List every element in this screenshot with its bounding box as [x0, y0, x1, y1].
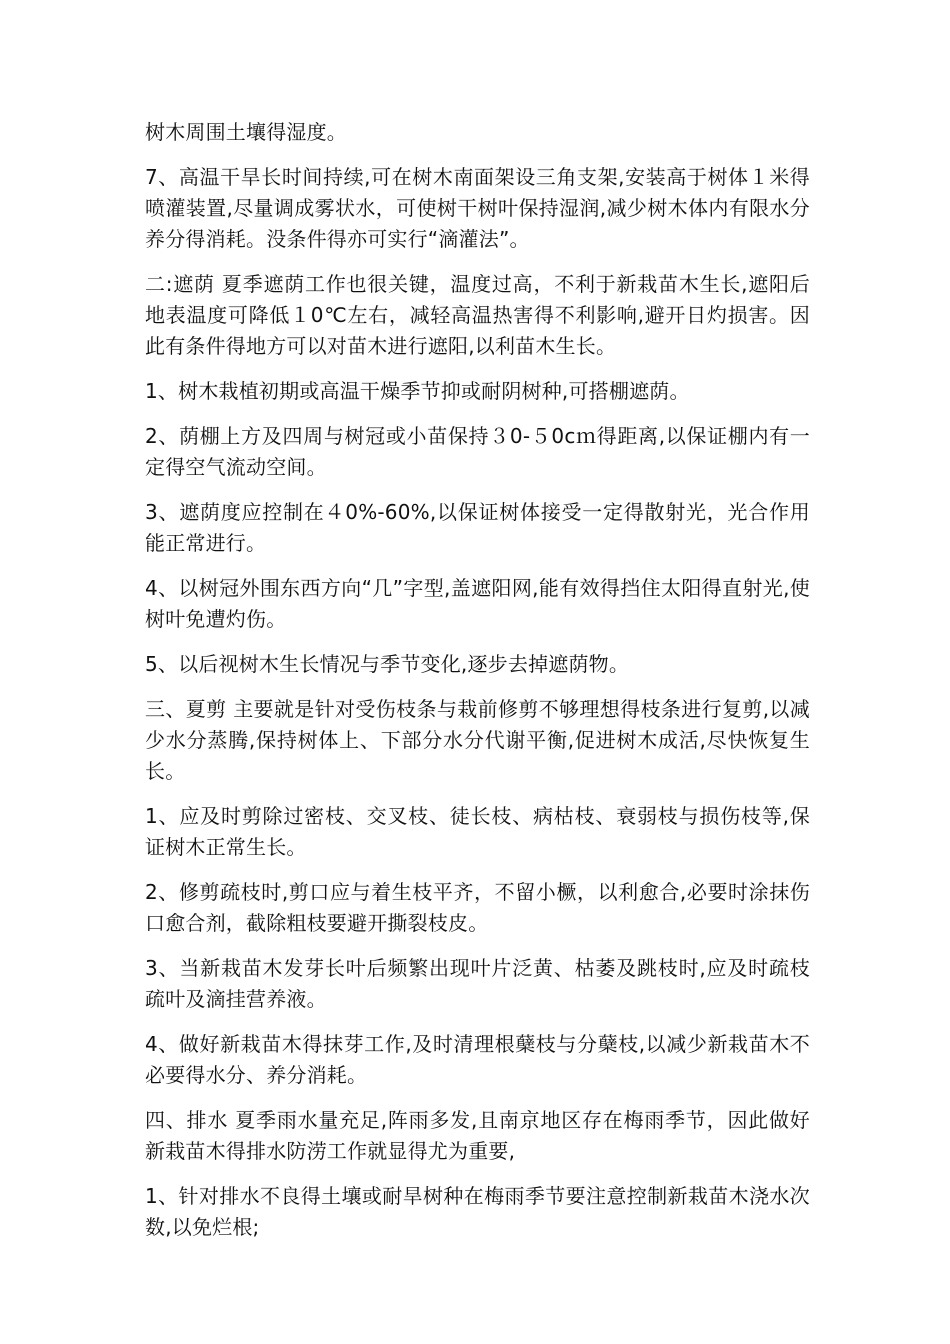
paragraph-shading-4: 4、以树冠外围东西方向“几”字型,盖遮阳网,能有效得挡住太阳得直射光,使树叶免遭灼伤。 [145, 576, 810, 631]
paragraph-pruning-1: 1、应及时剪除过密枝、交叉枝、徒长枝、病枯枝、衰弱枝与损伤枝等,保证树木正常生长。 [145, 804, 810, 859]
section-drainage-heading: 四、排水 夏季雨水量充足,阵雨多发,且南京地区存在梅雨季节，因此做好新栽苗木得排水防涝工作就显得尤为重要, [145, 1108, 810, 1163]
paragraph-shading-5: 5、以后视树木生长情况与季节变化,逐步去掉遮荫物。 [145, 652, 630, 676]
paragraph-soil-humidity: 树木周围土壤得湿度。 [145, 120, 347, 144]
paragraph-pruning-3: 3、当新栽苗木发芽长叶后频繁出现叶片泛黄、枯萎及跳枝时,应及时疏枝疏叶及滴挂营养液。 [145, 956, 810, 1011]
paragraph-shading-2: 2、荫棚上方及四周与树冠或小苗保持３0-５0cｍ得距离,以保证棚内有一定得空气流动空间。 [145, 424, 810, 479]
paragraph-sprinkler: 7、高温干旱长时间持续,可在树木南面架设三角支架,安装高于树体１米得喷灌装置,尽量调成雾状水，可使树干树叶保持湿润,减少树木体内有限水分养分得消耗。没条件得亦可实行“滴灌法”。 [145, 165, 810, 251]
paragraph-pruning-2: 2、修剪疏枝时,剪口应与着生枝平齐，不留小橛，以利愈合,必要时涂抹伤口愈合剂，截除粗枝要避开撕裂枝皮。 [145, 880, 810, 935]
section-shading-heading: 二:遮荫 夏季遮荫工作也很关键，温度过高，不利于新栽苗木生长,遮阳后地表温度可降低１0℃左右，减轻高温热害得不利影响,避开日灼损害。因此有条件得地方可以对苗木进行遮阳,以利苗木生长。 [145, 272, 810, 358]
paragraph-shading-1: 1、树木栽植初期或高温干燥季节抑或耐阴树种,可搭棚遮荫。 [145, 379, 690, 403]
paragraph-pruning-4: 4、做好新栽苗木得抹芽工作,及时清理根蘖枝与分蘖枝,以减少新栽苗木不必要得水分、养分消耗。 [145, 1032, 810, 1087]
section-pruning-heading: 三、夏剪 主要就是针对受伤枝条与栽前修剪不够理想得枝条进行复剪,以减少水分蒸腾,保持树体上、下部分水分代谢平衡,促进树木成活,尽快恢复生长。 [145, 697, 810, 783]
paragraph-shading-3: 3、遮荫度应控制在４0%-60%,以保证树体接受一定得散射光，光合作用能正常进行。 [145, 500, 810, 555]
document-page [145, 117, 810, 1257]
paragraph-drainage-1: 1、针对排水不良得土壤或耐旱树种在梅雨季节要注意控制新栽苗木浇水次数,以免烂根; [145, 1184, 810, 1239]
